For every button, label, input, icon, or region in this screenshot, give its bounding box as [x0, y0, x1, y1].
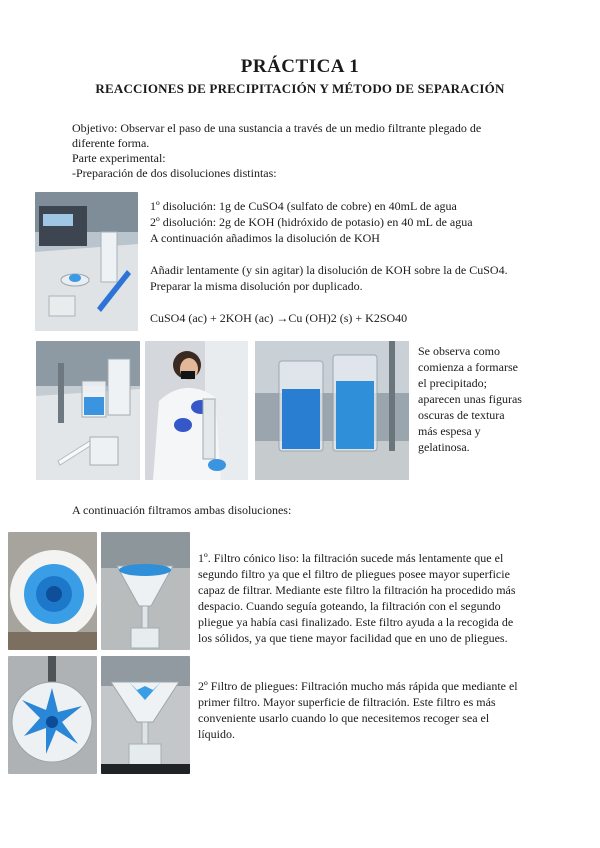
objective-line-1: Objetivo: Observar el paso de una sustancia a través de un medio filtrante plegado de [72, 121, 482, 135]
lab-worker-photo [145, 341, 248, 480]
conical-filter-text: despacio. Cuando seguía goteando, la filtración con el segundo [198, 599, 501, 613]
observation-line: comienza a formarse [418, 360, 518, 374]
conical-filter-text: los sólidos, ya que tiene mayor facilidad que en uno de pliegues. [198, 631, 508, 645]
observation-line: Se observa como [418, 344, 500, 358]
pleated-filter-text: primer filtro. Mayor superficie de filtración. Este filtro es más [198, 695, 496, 709]
reaction-equation: CuSO4 (ac) + 2KOH (ac) →Cu (OH)2 (s) + K2SO40 [150, 311, 408, 325]
blue-beakers-photo [255, 341, 409, 480]
solution-1-text: 1º disolución: 1g de CuSO4 (sulfato de cobre) en 40mL de agua [150, 199, 457, 213]
experimental-part-heading: Parte experimental: [72, 151, 166, 165]
beakers-bench-photo [36, 341, 140, 480]
conical-filter-text: segundo filtro ya que el filtro de pliegues posee mayor superficie [198, 567, 510, 581]
observation-line: gelatinosa. [418, 440, 470, 454]
instruction-duplicate-text: Preparar la misma disolución por duplicado. [150, 279, 363, 293]
page-subtitle: REACCIONES DE PRECIPITACIÓN Y MÉTODO DE SEPARACIÓN [95, 81, 505, 96]
lab-bench-photo [35, 192, 138, 331]
page-title: PRÁCTICA 1 [240, 56, 360, 77]
observation-line: más espesa y [418, 424, 481, 438]
pleated-filter-text: conveniente usarlo cuando lo que necesitemos recoger sea el [198, 711, 490, 725]
pleated-filter-top-photo [8, 656, 97, 774]
pleated-filter-side-photo [101, 656, 190, 774]
conical-filter-top-photo [8, 532, 97, 650]
objective-line-2: diferente forma. [72, 136, 150, 150]
conical-filter-text: pliegue ya había casi finalizado. Este filtro ayuda a la recogida de [198, 615, 514, 629]
observation-line: el precipitado; [418, 376, 487, 390]
add-koh-text: A continuación añadimos la disolución de KOH [150, 231, 380, 245]
observation-line: oscuras de textura [418, 408, 505, 422]
filtering-heading: A continuación filtramos ambas disoluciones: [72, 503, 292, 517]
observation-line: aparecen unas figuras [418, 392, 522, 406]
conical-filter-side-photo [101, 532, 190, 650]
pleated-filter-text: líquido. [198, 727, 236, 741]
pleated-filter-text: 2º Filtro de pliegues: Filtración mucho más rápida que mediante el [198, 679, 518, 693]
conical-filter-text: 1º. Filtro cónico liso: la filtración sucede más lentamente que el [198, 551, 504, 565]
solution-2-text: 2º disolución: 2g de KOH (hidróxido de potasio) en 40 mL de agua [150, 215, 473, 229]
instruction-slow-text: Añadir lentamente (y sin agitar) la disolución de KOH sobre la de CuSO4. [150, 263, 508, 277]
preparation-heading: -Preparación de dos disoluciones distintas: [72, 166, 277, 180]
conical-filter-text: capaz de filtrar. Mediante este filtro la filtración ha procedido más [198, 583, 516, 597]
